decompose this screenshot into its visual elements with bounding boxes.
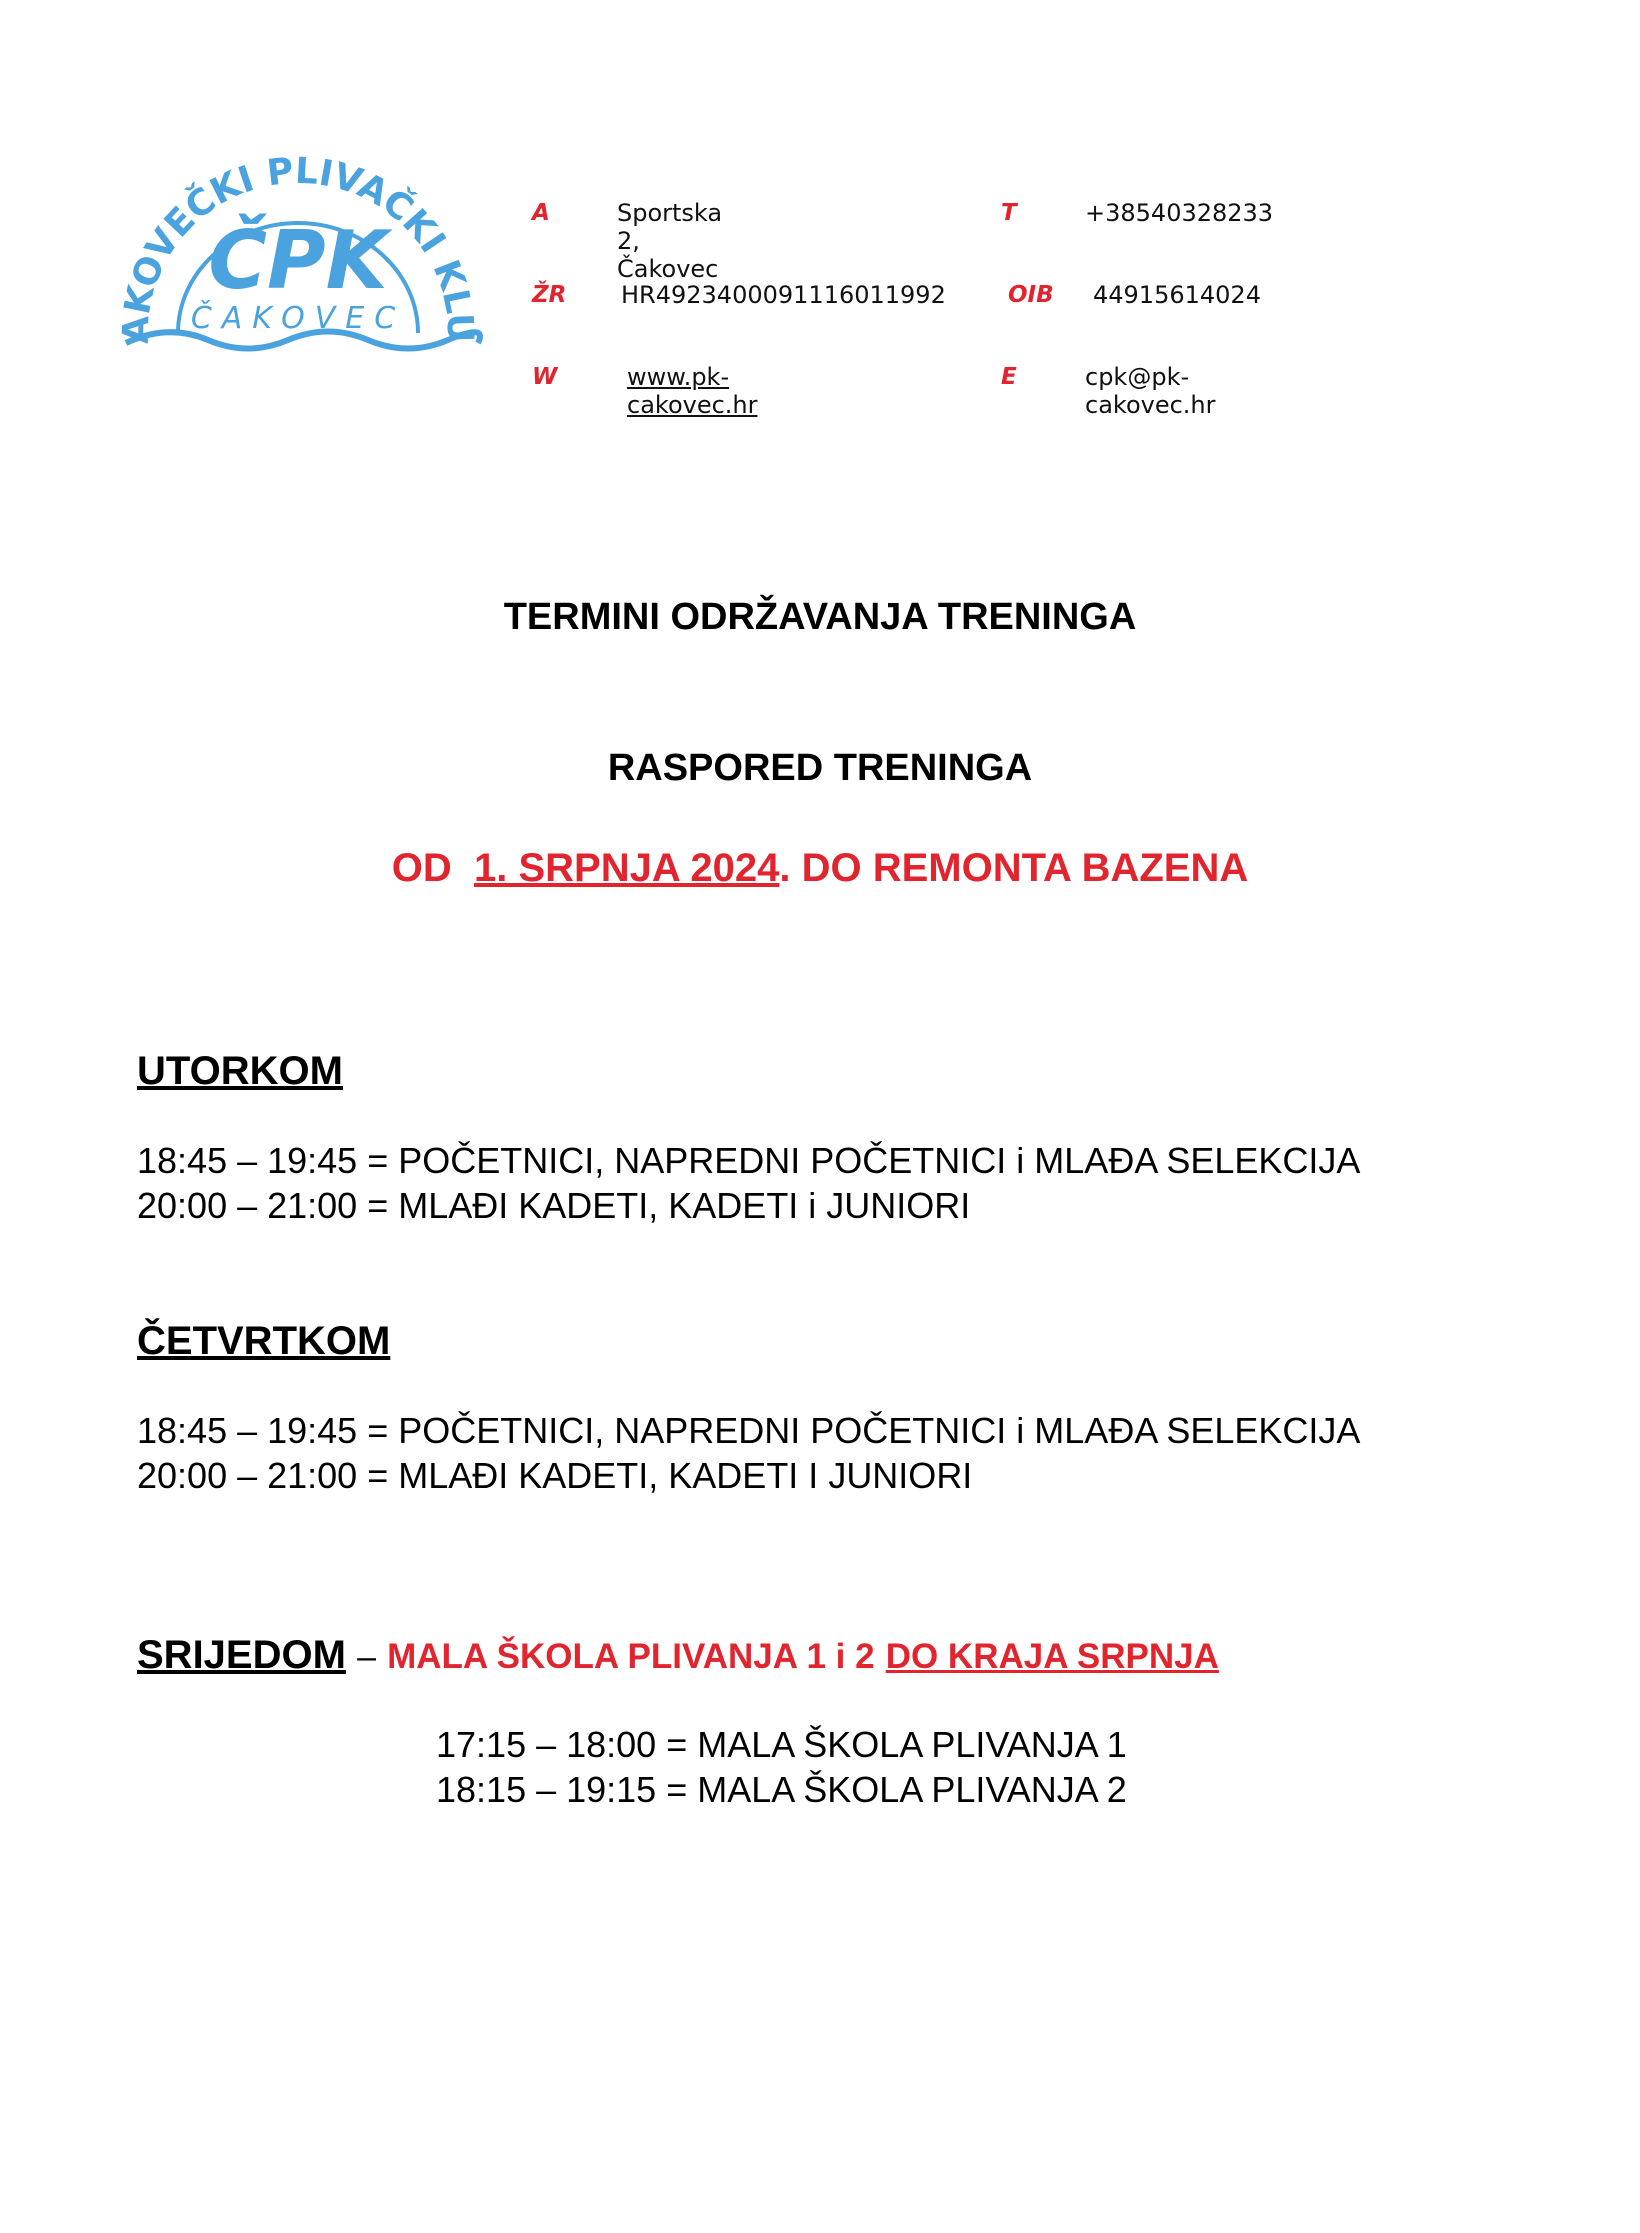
logo-arc-text: AKOVEČKI PLIVAČKI KLU [115, 150, 481, 345]
oib-key: OIB [1008, 282, 1054, 308]
wednesday-note: MALA ŠKOLA PLIVANJA 1 i 2 [387, 1637, 875, 1676]
address-value: Sportska 2, Čakovec [617, 199, 723, 283]
wednesday-note-until: DO KRAJA SRPNJA [885, 1637, 1219, 1676]
club-logo-graphic [108, 118, 488, 358]
email-value: cpk@pk-cakovec.hr [1085, 363, 1216, 419]
address-key: A [532, 200, 550, 226]
schedule-line: 20:00 – 21:00 = MLAĐI KADETI, KADETI i JUNIORI [137, 1185, 971, 1226]
website-link[interactable]: www.pk-cakovec.hr [627, 363, 758, 419]
wednesday-header [137, 1633, 1219, 1678]
day-heading-wednesday: SRIJEDOM [137, 1633, 346, 1677]
iban-key: ŽR [532, 282, 567, 308]
period-date: 1. SRPNJA 2024 [474, 846, 780, 890]
schedule-line: 18:45 – 19:45 = POČETNICI, NAPREDNI POČETNICI i MLAĐA SELEKCIJA [137, 1140, 1361, 1181]
schedule-line: 20:00 – 21:00 = MLAĐI KADETI, KADETI I JUNIORI [137, 1455, 973, 1496]
schedule-period [0, 846, 1640, 891]
day-heading-tuesday: UTORKOM [137, 1049, 343, 1093]
period-suffix: . DO REMONTA BAZENA [779, 846, 1249, 890]
page-subtitle: RASPORED TRENINGA [607, 747, 1033, 789]
day-heading-thursday: ČETVRTKOM [137, 1319, 391, 1363]
schedule-line: 18:45 – 19:45 = POČETNICI, NAPREDNI POČETNICI i MLAĐA SELEKCIJA [137, 1410, 1361, 1451]
iban-value: HR4923400091116011992 [621, 281, 946, 309]
phone-key: T [1001, 200, 1017, 226]
phone-value: +38540328233 [1085, 199, 1274, 227]
schedule-line: 18:15 – 19:15 = MALA ŠKOLA PLIVANJA 2 [436, 1769, 1127, 1810]
web-key: W [532, 364, 558, 390]
wednesday-dash: – [357, 1638, 376, 1676]
club-logo [108, 118, 488, 358]
period-prefix: OD [391, 846, 452, 890]
email-key: E [1001, 364, 1017, 390]
logo-initials: ČPK [208, 214, 388, 307]
oib-value: 44915614024 [1093, 281, 1261, 309]
schedule-line: 17:15 – 18:00 = MALA ŠKOLA PLIVANJA 1 [436, 1724, 1127, 1765]
page-title: TERMINI ODRŽAVANJA TRENINGA [503, 596, 1137, 638]
logo-city: ČAKOVEC [190, 301, 406, 336]
